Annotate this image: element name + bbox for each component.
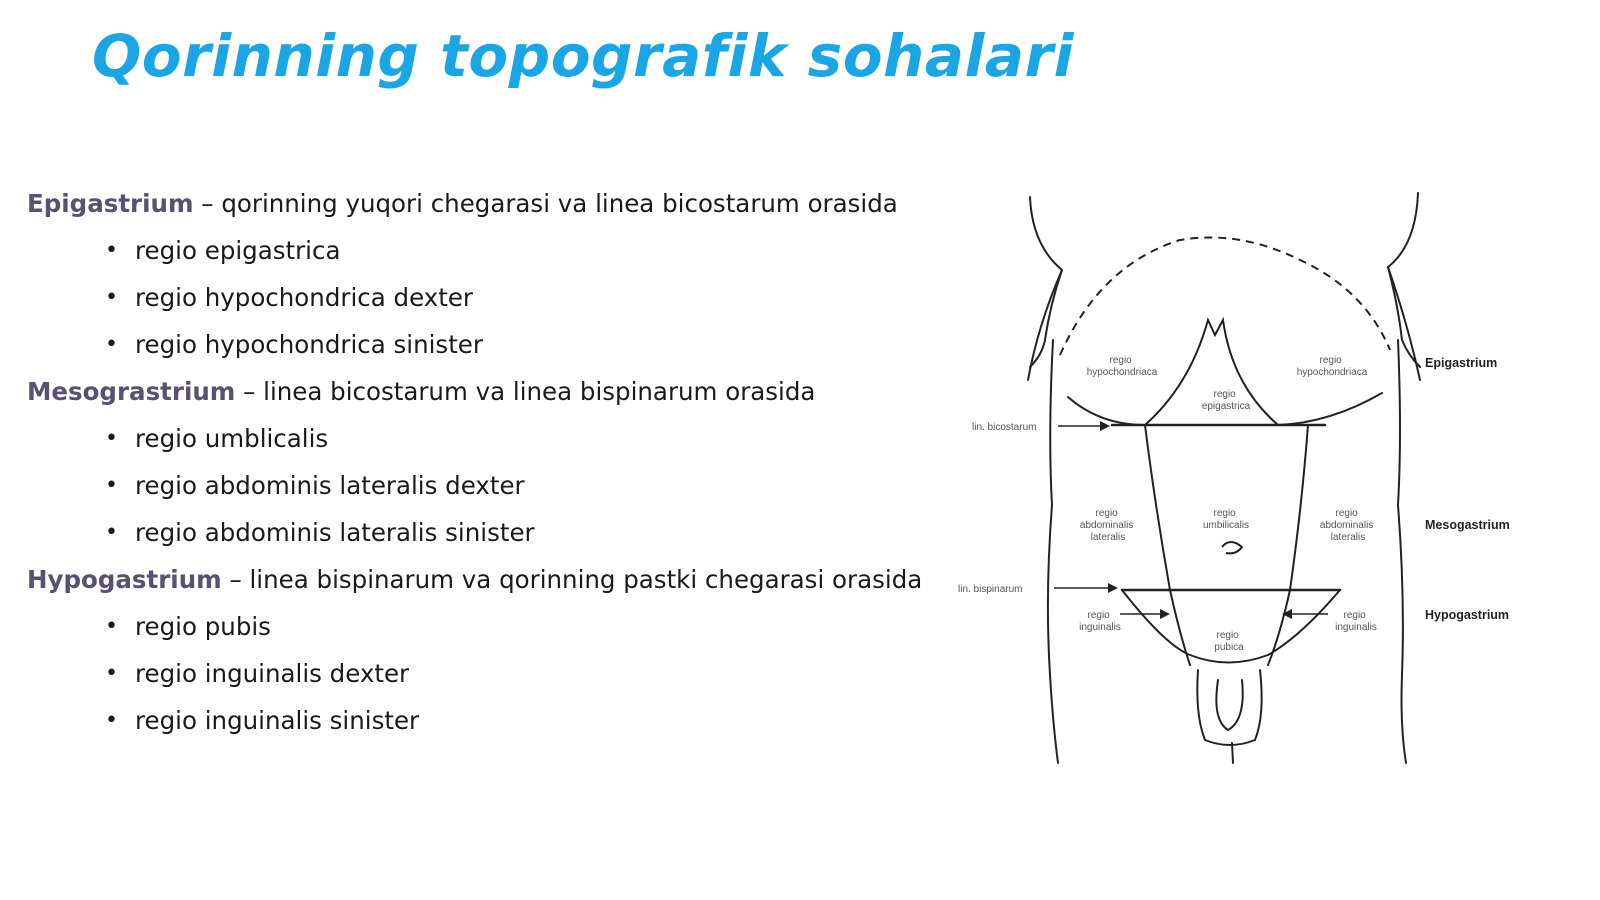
- section-term: Mesograstrium: [27, 377, 236, 406]
- label-line: pubica: [1214, 642, 1244, 653]
- section-heading-epigastrium: [27, 180, 977, 227]
- list-item-text: regio epigastrica: [135, 236, 341, 265]
- zone-label-hypogastrium: Hypogastrium: [1425, 608, 1510, 622]
- list-item: [27, 603, 977, 650]
- label-line: regio: [1095, 508, 1118, 519]
- list-item-text: regio umblicalis: [135, 424, 329, 453]
- list-item: [27, 462, 977, 509]
- section-description: – linea bispinarum va qorinning pastki chegarasi orasida: [221, 565, 923, 594]
- label-line: regio: [1213, 508, 1236, 519]
- section-term: Epigastrium: [27, 189, 194, 218]
- bullet-icon: •: [105, 426, 118, 451]
- label-line: lateralis: [1090, 532, 1126, 543]
- list-item-text: regio abdominis lateralis dexter: [135, 471, 525, 500]
- list-item-text: regio abdominis lateralis sinister: [135, 518, 535, 547]
- list-item-text: regio inguinalis dexter: [135, 659, 410, 688]
- bullet-list-epigastrium: [27, 227, 977, 368]
- region-label-lateralis-left: [1080, 508, 1136, 543]
- bullet-list-hypogastrium: [27, 603, 977, 744]
- label-line: regio: [1335, 508, 1358, 519]
- label-line: hypochondriaca: [1296, 367, 1368, 378]
- list-item: [27, 274, 977, 321]
- bullet-list-mesogastrium: [27, 415, 977, 556]
- list-item: [27, 227, 977, 274]
- region-label-hypochondriaca-right: [1297, 355, 1368, 378]
- bullet-icon: •: [105, 473, 118, 498]
- list-item-text: regio hypochondrica sinister: [135, 330, 483, 359]
- bullet-icon: •: [105, 238, 118, 263]
- zone-label-epigastrium: Epigastrium: [1425, 356, 1498, 370]
- list-item: [27, 415, 977, 462]
- abdominal-regions-diagram: [950, 175, 1570, 785]
- list-item: [27, 650, 977, 697]
- list-item: [27, 509, 977, 556]
- label-line: regio: [1343, 610, 1366, 621]
- bullet-icon: •: [105, 520, 118, 545]
- label-line: hypochondriaca: [1086, 367, 1158, 378]
- region-label-epigastrica: [1202, 389, 1251, 412]
- region-list: [27, 180, 977, 744]
- bullet-icon: •: [105, 708, 118, 733]
- label-line: regio: [1213, 389, 1236, 400]
- region-label-lateralis-right: [1320, 508, 1376, 543]
- section-description: – linea bicostarum va linea bispinarum orasida: [235, 377, 816, 406]
- list-item-text: regio hypochondrica dexter: [135, 283, 473, 312]
- region-label-hypochondriaca-left: [1087, 355, 1158, 378]
- label-line: epigastrica: [1201, 401, 1251, 412]
- slide-title: Qorinning topografik sohalari: [92, 22, 1074, 90]
- zone-label-mesogastrium: Mesogastrium: [1425, 518, 1510, 532]
- label-line: regio: [1216, 630, 1239, 641]
- section-term: Hypogastrium: [27, 565, 222, 594]
- list-item: [27, 697, 977, 744]
- label-line: inguinalis: [1079, 622, 1121, 633]
- label-line: abdominalis: [1319, 520, 1374, 531]
- bullet-icon: •: [105, 332, 118, 357]
- list-item-text: regio inguinalis sinister: [135, 706, 420, 735]
- bullet-icon: •: [105, 661, 118, 686]
- label-line: regio: [1087, 610, 1110, 621]
- region-label-inguinalis-right: [1335, 610, 1377, 633]
- list-item-text: regio pubis: [135, 612, 271, 641]
- region-label-inguinalis-left: [1079, 610, 1121, 633]
- bicostal-line-label: lin. bicostarum: [972, 422, 1037, 433]
- region-label-umbilicalis: [1203, 508, 1249, 531]
- region-label-pubica: [1214, 630, 1244, 653]
- abdomen-outline-illustration: [950, 175, 1570, 785]
- bullet-icon: •: [105, 614, 118, 639]
- label-line: umbilicalis: [1202, 520, 1250, 531]
- bullet-icon: •: [105, 285, 118, 310]
- label-line: regio: [1109, 355, 1132, 366]
- bispinal-line-label: lin. bispinarum: [958, 584, 1023, 595]
- label-line: abdominalis: [1079, 520, 1134, 531]
- label-line: regio: [1319, 355, 1342, 366]
- section-heading-mesogastrium: [27, 368, 977, 415]
- section-description: – qorinning yuqori chegarasi va linea bicostarum orasida: [193, 189, 898, 218]
- label-line: lateralis: [1330, 532, 1366, 543]
- label-line: inguinalis: [1335, 622, 1377, 633]
- section-heading-hypogastrium: [27, 556, 977, 603]
- list-item: [27, 321, 977, 368]
